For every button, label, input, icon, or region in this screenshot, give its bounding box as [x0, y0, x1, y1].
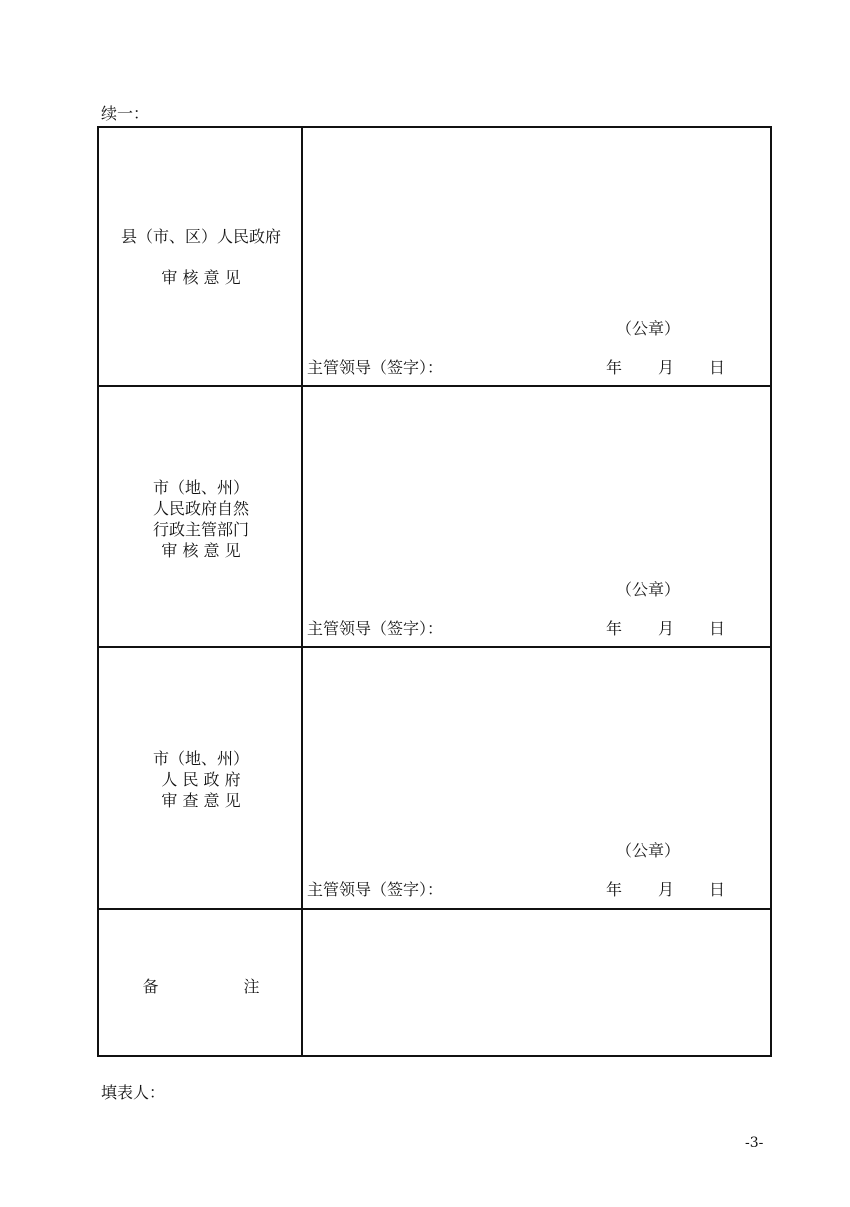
row-prefecture-government-review — [99, 646, 770, 908]
label-county — [99, 226, 303, 288]
row-prefecture-department-review — [99, 385, 770, 646]
row-remarks — [99, 908, 770, 1055]
date-year-label: 年 — [606, 358, 623, 377]
label-line: 人 民 政 府 — [161, 770, 241, 789]
label-line: 审 核 意 见 — [161, 541, 241, 560]
date-day-label: 日 — [709, 358, 726, 377]
label-cell-prefecture-department — [99, 387, 303, 646]
date-month-label: 月 — [658, 358, 675, 377]
signer-label: 主管领导（签字）： — [307, 880, 444, 899]
form-filler-label: 填表人： — [101, 1083, 166, 1102]
signer-label: 主管领导（签字）： — [307, 358, 444, 377]
label-prefecture-government — [99, 748, 303, 811]
date-month-label: 月 — [658, 619, 675, 638]
label-line: 县（市、区）人民政府 — [120, 227, 281, 246]
seal-label: （公章） — [616, 841, 681, 860]
label-line: 人民政府自然 — [152, 499, 249, 518]
date-year-label: 年 — [606, 880, 623, 899]
signer-label: 主管领导（签字）： — [307, 619, 444, 638]
label-cell-county — [99, 128, 303, 385]
label-remarks — [99, 976, 303, 997]
remarks-cell[interactable] — [303, 910, 770, 1055]
page-number: -3- — [745, 1135, 764, 1151]
approval-form-table — [97, 126, 772, 1057]
opinion-cell-county[interactable] — [303, 128, 770, 385]
label-line: 审 核 意 见 — [161, 268, 241, 287]
label-cell-remarks — [99, 910, 303, 1055]
label-line: 市（地、州） — [152, 749, 249, 768]
label-prefecture-department — [99, 477, 303, 561]
date-year-label: 年 — [606, 619, 623, 638]
label-line: 备 注 — [142, 977, 300, 996]
continued-label: 续一： — [101, 104, 150, 123]
date-month-label: 月 — [658, 880, 675, 899]
seal-label: （公章） — [616, 319, 681, 338]
label-line: 行政主管部门 — [152, 520, 249, 539]
opinion-cell-prefecture-department[interactable] — [303, 387, 770, 646]
label-cell-prefecture-government — [99, 648, 303, 908]
seal-label: （公章） — [616, 580, 681, 599]
opinion-cell-prefecture-government[interactable] — [303, 648, 770, 908]
date-day-label: 日 — [709, 880, 726, 899]
label-line: 审 查 意 见 — [161, 791, 241, 810]
row-county-review — [99, 128, 770, 385]
date-day-label: 日 — [709, 619, 726, 638]
label-line: 市（地、州） — [152, 478, 249, 497]
